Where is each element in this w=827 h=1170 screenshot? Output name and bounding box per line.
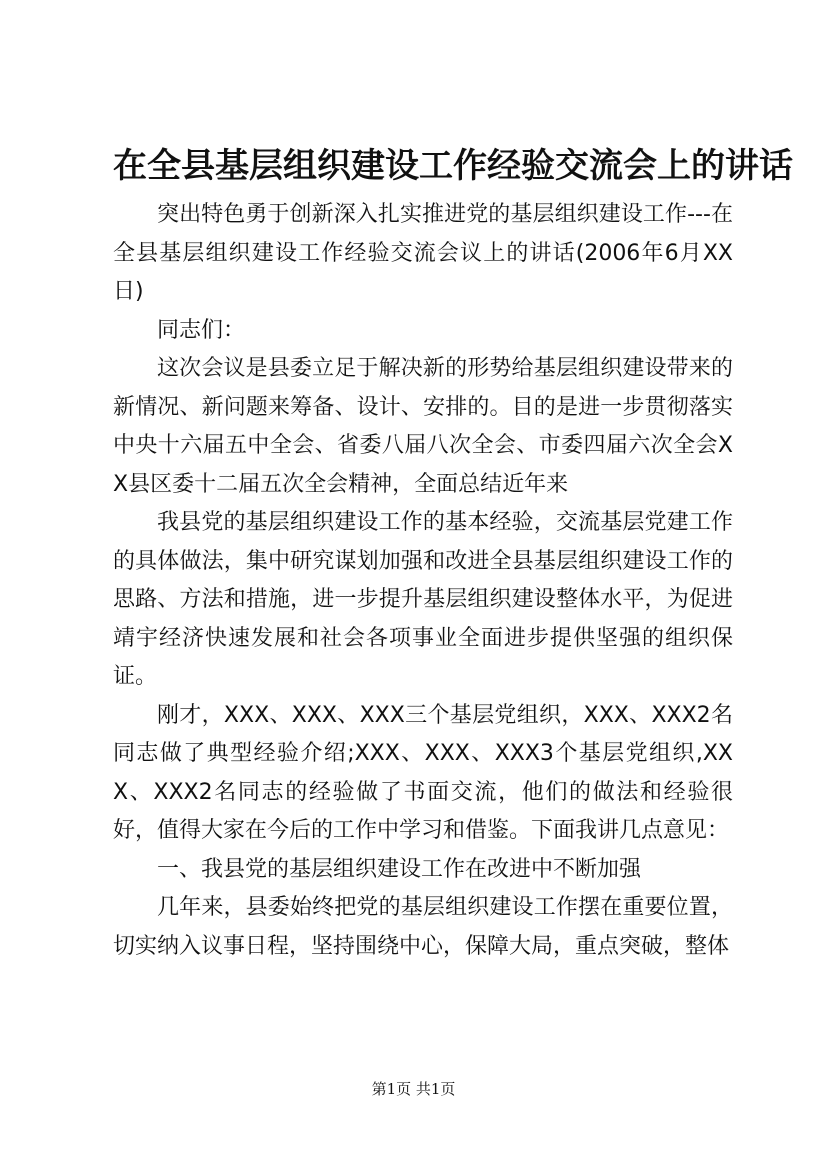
paragraph-subtitle: 突出特色勇于创新深入扎实推进党的基层组织建设工作---在全县基层组织建设工作经验交流会议上的讲话(2006年6月XX日)	[113, 202, 733, 304]
document-body	[113, 196, 733, 966]
document-title: 在全县基层组织建设工作经验交流会上的讲话	[113, 146, 793, 186]
paragraph-section-1-body: 几年来，县委始终把党的基层组织建设工作摆在重要位置，切实纳入议事日程，坚持围绕中心，保障大局，重点突破，整体	[113, 895, 733, 959]
page-footer: 第1页 共1页	[371, 1080, 456, 1098]
paragraph-salutation: 同志们：	[157, 317, 246, 343]
section-heading-1: 一、我县党的基层组织建设工作在改进中不断加强	[157, 856, 642, 882]
paragraph-meeting-purpose: 这次会议是县委立足于解决新的形势给基层组织建设带来的新情况、新问题来筹备、设计、安排的。目的是进一步贯彻落实中央十六届五中全会、省委八届八次全会、市委四届六次全会XX县区委十二届五次全会精神，全面总结近年来	[113, 356, 733, 497]
paragraph-exchange: 刚才，XXX、XXX、XXX三个基层党组织，XXX、XXX2名同志做了典型经验介绍;XXX、XXX、XXX3个基层党组织,XXX、XXX2名同志的经验做了书面交流，他们的做法和经验很好，值得大家在今后的工作中学习和借鉴。下面我讲几点意见：	[113, 702, 733, 843]
paragraph-experience-summary: 我县党的基层组织建设工作的基本经验，交流基层党建工作的具体做法，集中研究谋划加强和改进全县基层组织建设工作的思路、方法和措施，进一步提升基层组织建设整体水平，为促进靖宇经济快速发展和社会各项事业全面进步提供坚强的组织保证。	[113, 510, 733, 689]
